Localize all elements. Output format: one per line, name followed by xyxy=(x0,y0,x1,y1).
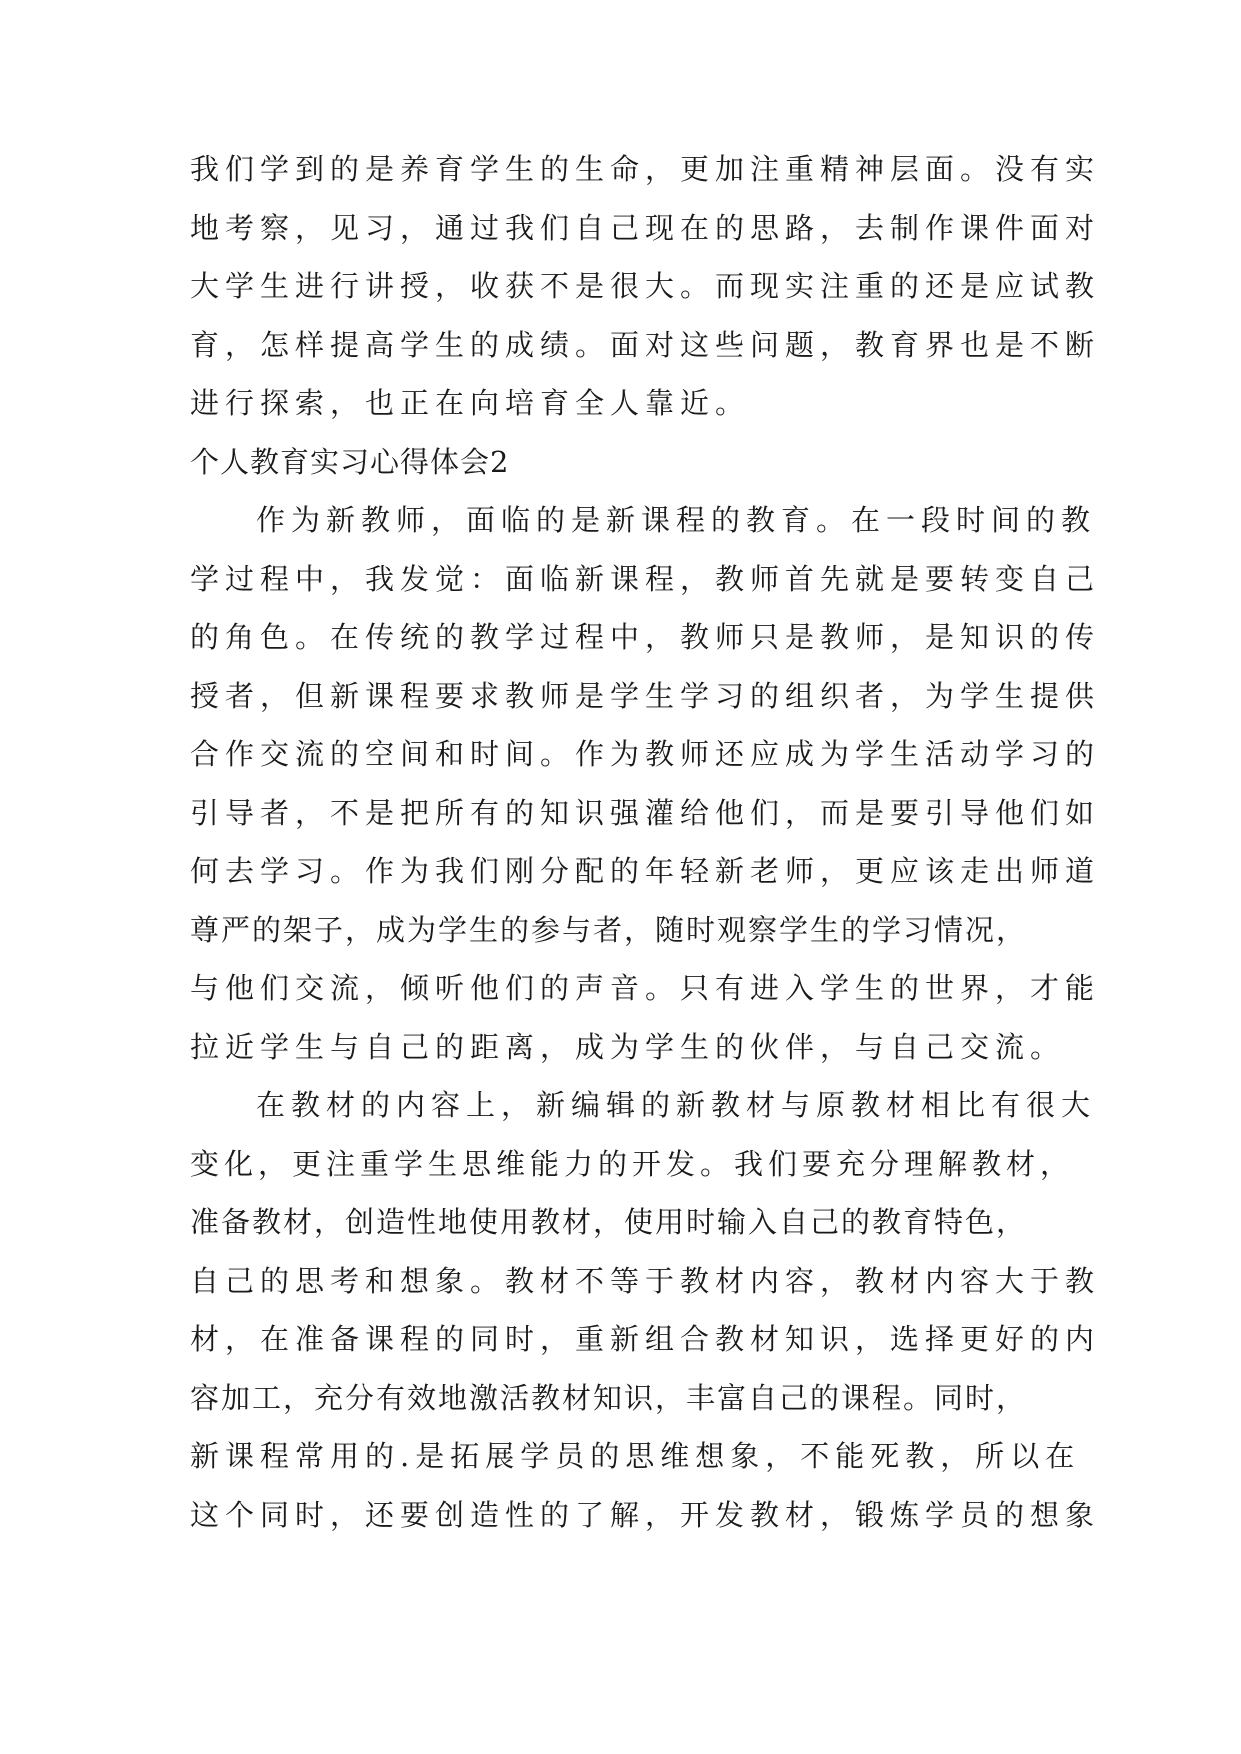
text-line: 合作交流的空间和时间。作为教师还应成为学生活动学习的 xyxy=(190,737,1101,771)
text-line: 学过程中，我发觉：面临新课程，教师首先就是要转变自己 xyxy=(190,561,1101,596)
text-line: 大学生进行讲授，收获不是很大。而现实注重的还是应试教 xyxy=(190,269,1101,303)
text-line: 何去学习。作为我们刚分配的年轻新老师，更应该走出师道 xyxy=(190,854,1101,888)
text-line: 材，在准备课程的同时，重新组合教材知识，选择更好的内 xyxy=(190,1322,1101,1356)
text-line: 我们学到的是养育学生的生命，更加注重精神层面。没有实 xyxy=(190,152,1101,186)
text-line: 育，怎样提高学生的成绩。面对这些问题，教育界也是不断 xyxy=(190,327,1101,362)
section-heading: 个人教育实习心得体会2 xyxy=(190,444,510,479)
text-line: 新课程常用的.是拓展学员的思维想象，不能死教，所以在 xyxy=(190,1439,1081,1473)
text-line: 作为新教师，面临的是新课程的教育。在一段时间的教 xyxy=(256,503,1097,537)
text-line: 容加工，充分有效地激活教材知识，丰富自己的课程。同时， xyxy=(190,1380,1028,1415)
text-line: 自己的思考和想象。教材不等于教材内容，教材内容大于教 xyxy=(190,1263,1101,1298)
text-line: 与他们交流，倾听他们的声音。只有进入学生的世界，才能 xyxy=(190,971,1101,1005)
text-line: 变化，更注重学生思维能力的开发。我们要充分理解教材， xyxy=(190,1146,1075,1181)
paragraph-2 xyxy=(190,491,1101,1076)
text-line: 进行探索，也正在向培育全人靠近。 xyxy=(190,386,751,420)
text-line: 准备教材，创造性地使用教材，使用时输入自己的教育特色， xyxy=(190,1205,1028,1239)
document-page xyxy=(190,140,1101,1544)
text-line: 拉近学生与自己的距离，成为学生的伙伴，与自己交流。 xyxy=(190,1029,1066,1064)
paragraph-3 xyxy=(190,1076,1101,1544)
text-line: 在教材的内容上，新编辑的新教材与原教材相比有很大 xyxy=(256,1088,1097,1122)
text-line: 这个同时，还要创造性的了解，开发教材，锻炼学员的想象 xyxy=(190,1497,1101,1532)
text-line: 授者，但新课程要求教师是学生学习的组织者，为学生提供 xyxy=(190,678,1101,713)
text-line: 的角色。在传统的教学过程中，教师只是教师，是知识的传 xyxy=(190,620,1101,654)
text-line: 尊严的架子，成为学生的参与者，随时观察学生的学习情况， xyxy=(190,912,1028,947)
text-line: 地考察，见习，通过我们自己现在的思路，去制作课件面对 xyxy=(190,210,1101,245)
text-line: 引导者，不是把所有的知识强灌给他们，而是要引导他们如 xyxy=(190,795,1101,830)
paragraph-1 xyxy=(190,140,1101,433)
